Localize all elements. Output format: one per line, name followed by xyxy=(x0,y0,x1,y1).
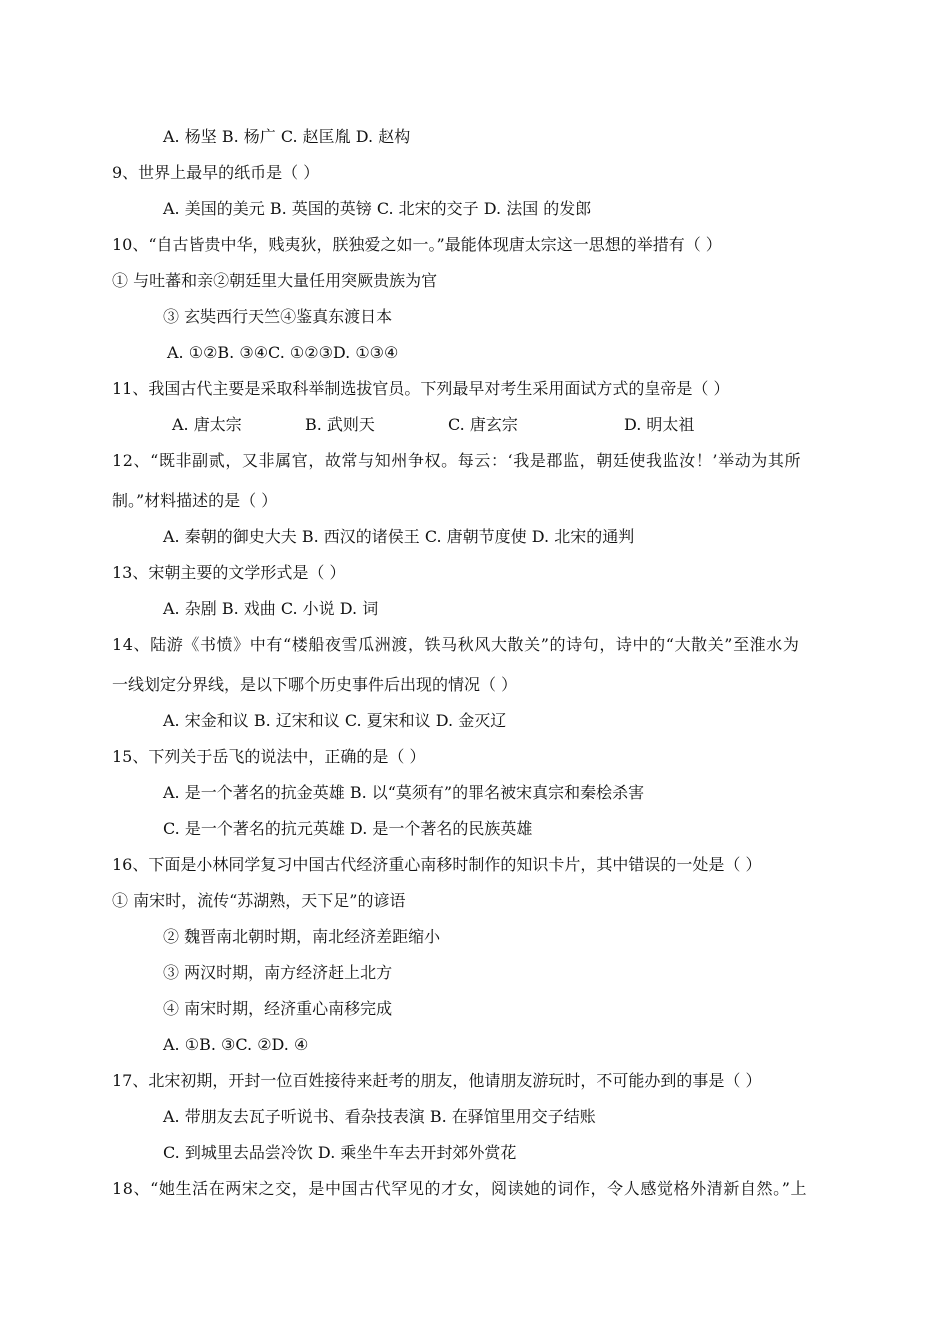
q11-option-b: B. 武则天 xyxy=(305,415,375,434)
q17-options-line-1: A. 带朋友去瓦子听说书、看杂技表演 B. 在驿馆里用交子结账 xyxy=(163,1107,596,1126)
q10-statement-line-1: ① 与吐蕃和亲②朝廷里大量任用突厥贵族为官 xyxy=(112,271,438,290)
q13-options: A. 杂剧 B. 戏曲 C. 小说 D. 词 xyxy=(163,599,379,618)
question-17: 17、北宋初期，开封一位百姓接待来赶考的朋友，他请朋友游玩时，不可能办到的事是（ ） xyxy=(112,1071,762,1090)
question-13: 13、宋朝主要的文学形式是（ ） xyxy=(112,563,346,582)
question-12: 12、“既非副贰，又非属官，故常与知州争权。每云：‘我是郡监，朝廷使我监汝！’举动为其所 xyxy=(112,451,802,470)
q16-card-2: ② 魏晋南北朝时期，南北经济差距缩小 xyxy=(163,927,441,946)
question-12-continued: 制。”材料描述的是（ ） xyxy=(112,491,278,510)
q11-option-a: A. 唐太宗 xyxy=(172,415,242,434)
question-9: 9、世界上最早的纸币是（ ） xyxy=(112,163,320,182)
q12-options: A. 秦朝的御史大夫 B. 西汉的诸侯王 C. 唐朝节度使 D. 北宋的通判 xyxy=(163,527,635,546)
question-15: 15、下列关于岳飞的说法中，正确的是（ ） xyxy=(112,747,426,766)
question-14: 14、陆游《书愤》中有“楼船夜雪瓜洲渡，铁马秋风大散关”的诗句，诗中的“大散关”至淮水为 xyxy=(112,635,800,654)
question-16: 16、下面是小林同学复习中国古代经济重心南移时制作的知识卡片，其中错误的一处是（ ） xyxy=(112,855,762,874)
question-11: 11、我国古代主要是采取科举制选拔官员。下列最早对考生采用面试方式的皇帝是（ ） xyxy=(112,379,730,398)
q17-options-line-2: C. 到城里去品尝冷饮 D. 乘坐牛车去开封郊外赏花 xyxy=(163,1143,517,1162)
question-18: 18、“她生活在两宋之交，是中国古代罕见的才女，阅读她的词作，令人感觉格外清新自然。”上 xyxy=(112,1179,808,1198)
q16-card-1: ① 南宋时，流传“苏湖熟，天下足”的谚语 xyxy=(112,891,406,910)
q16-options: A. ①B. ③C. ②D. ④ xyxy=(163,1035,309,1054)
q10-statement-line-2: ③ 玄奘西行天竺④鉴真东渡日本 xyxy=(163,307,393,326)
q11-option-c: C. 唐玄宗 xyxy=(448,415,518,434)
q14-options: A. 宋金和议 B. 辽宋和议 C. 夏宋和议 D. 金灭辽 xyxy=(163,711,507,730)
q9-options: A. 美国的美元 B. 英国的英镑 C. 北宋的交子 D. 法国 的发郎 xyxy=(163,199,592,218)
q10-options: A. ①②B. ③④C. ①②③D. ①③④ xyxy=(167,343,399,362)
q15-options-line-1: A. 是一个著名的抗金英雄 B. 以“莫须有”的罪名被宋真宗和秦桧杀害 xyxy=(163,783,645,802)
question-10: 10、“自古皆贵中华，贱夷狄，朕独爱之如一。”最能体现唐太宗这一思想的举措有（ ） xyxy=(112,235,722,254)
q16-card-4: ④ 南宋时期，经济重心南移完成 xyxy=(163,999,393,1018)
q8-options: A. 杨坚 B. 杨广 C. 赵匡胤 D. 赵构 xyxy=(163,127,411,146)
q16-card-3: ③ 两汉时期，南方经济赶上北方 xyxy=(163,963,393,982)
q15-options-line-2: C. 是一个著名的抗元英雄 D. 是一个著名的民族英雄 xyxy=(163,819,533,838)
question-14-continued: 一线划定分界线，是以下哪个历史事件后出现的情况（ ） xyxy=(112,675,518,694)
q11-option-d: D. 明太祖 xyxy=(624,415,695,434)
